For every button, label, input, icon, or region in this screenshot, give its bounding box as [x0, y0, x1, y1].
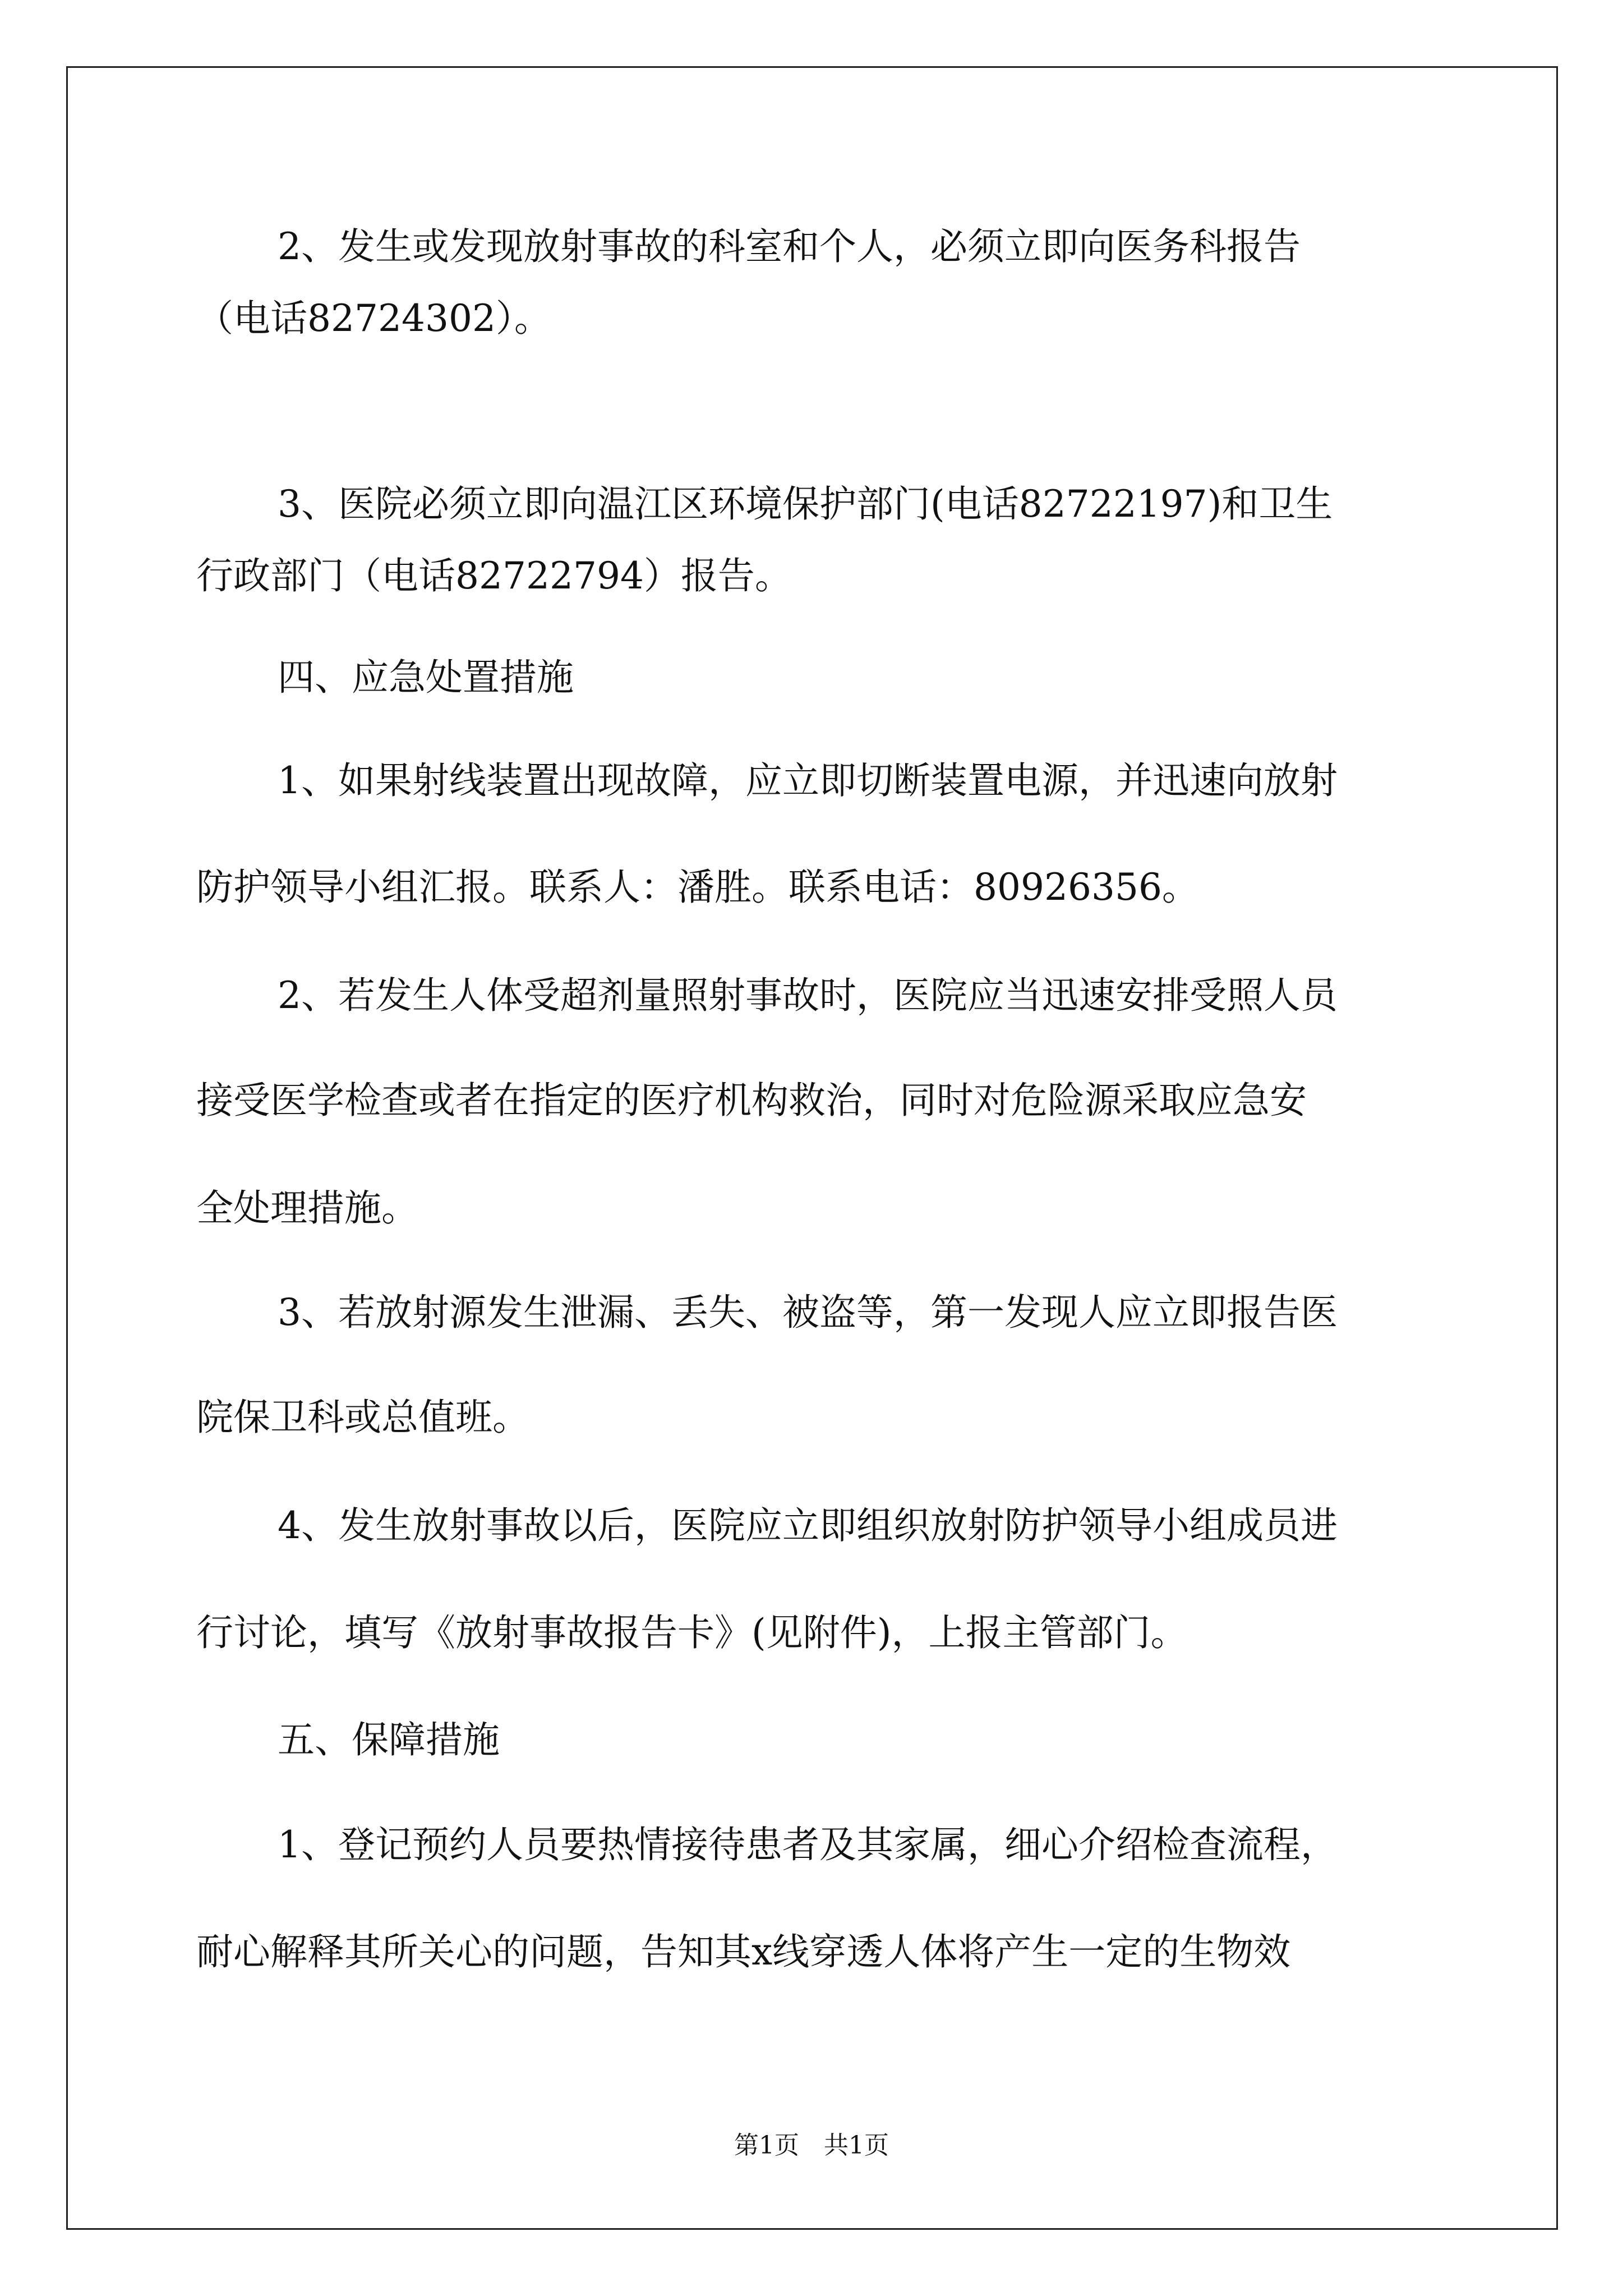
paragraph-line: 4、发生放射事故以后，医院应立即组织放射防护领导小组成员进: [278, 1504, 1338, 1547]
paragraph-line: 院保卫科或总值班。: [196, 1396, 529, 1439]
paragraph-line: 接受医学检查或者在指定的医疗机构救治，同时对危险源采取应急安: [196, 1079, 1307, 1122]
page-border: [66, 66, 1558, 2230]
paragraph-line: 3、医院必须立即向温江区环境保护部门(电话82722197)和卫生: [278, 482, 1333, 526]
section-heading: 四、应急处置措施: [278, 656, 574, 699]
page-footer: 第1页 共1页: [734, 2131, 889, 2160]
paragraph-line: 行政部门（电话82722794）报告。: [196, 554, 792, 597]
paragraph-line: 行讨论，填写《放射事故报告卡》(见附件)，上报主管部门。: [196, 1611, 1188, 1654]
paragraph-line: 3、若放射源发生泄漏、丢失、被盗等，第一发现人应立即报告医: [278, 1291, 1338, 1334]
paragraph-line: 2、发生或发现放射事故的科室和个人，必须立即向医务科报告: [278, 225, 1301, 268]
paragraph-line: 耐心解释其所关心的问题，告知其x线穿透人体将产生一定的生物效: [196, 1930, 1291, 1973]
section-heading: 五、保障措施: [278, 1718, 500, 1761]
paragraph-line: 2、若发生人体受超剂量照射事故时，医院应当迅速安排受照人员: [278, 974, 1338, 1017]
paragraph-line: 1、如果射线装置出现故障，应立即切断装置电源，并迅速向放射: [278, 759, 1338, 802]
paragraph-line: 1、登记预约人员要热情接待患者及其家属，细心介绍检查流程，: [278, 1823, 1338, 1866]
paragraph-line: 防护领导小组汇报。联系人：潘胜。联系电话：80926356。: [196, 866, 1199, 909]
paragraph-line: 全处理措施。: [196, 1186, 418, 1230]
paragraph-line: （电话82724302）。: [196, 297, 551, 340]
